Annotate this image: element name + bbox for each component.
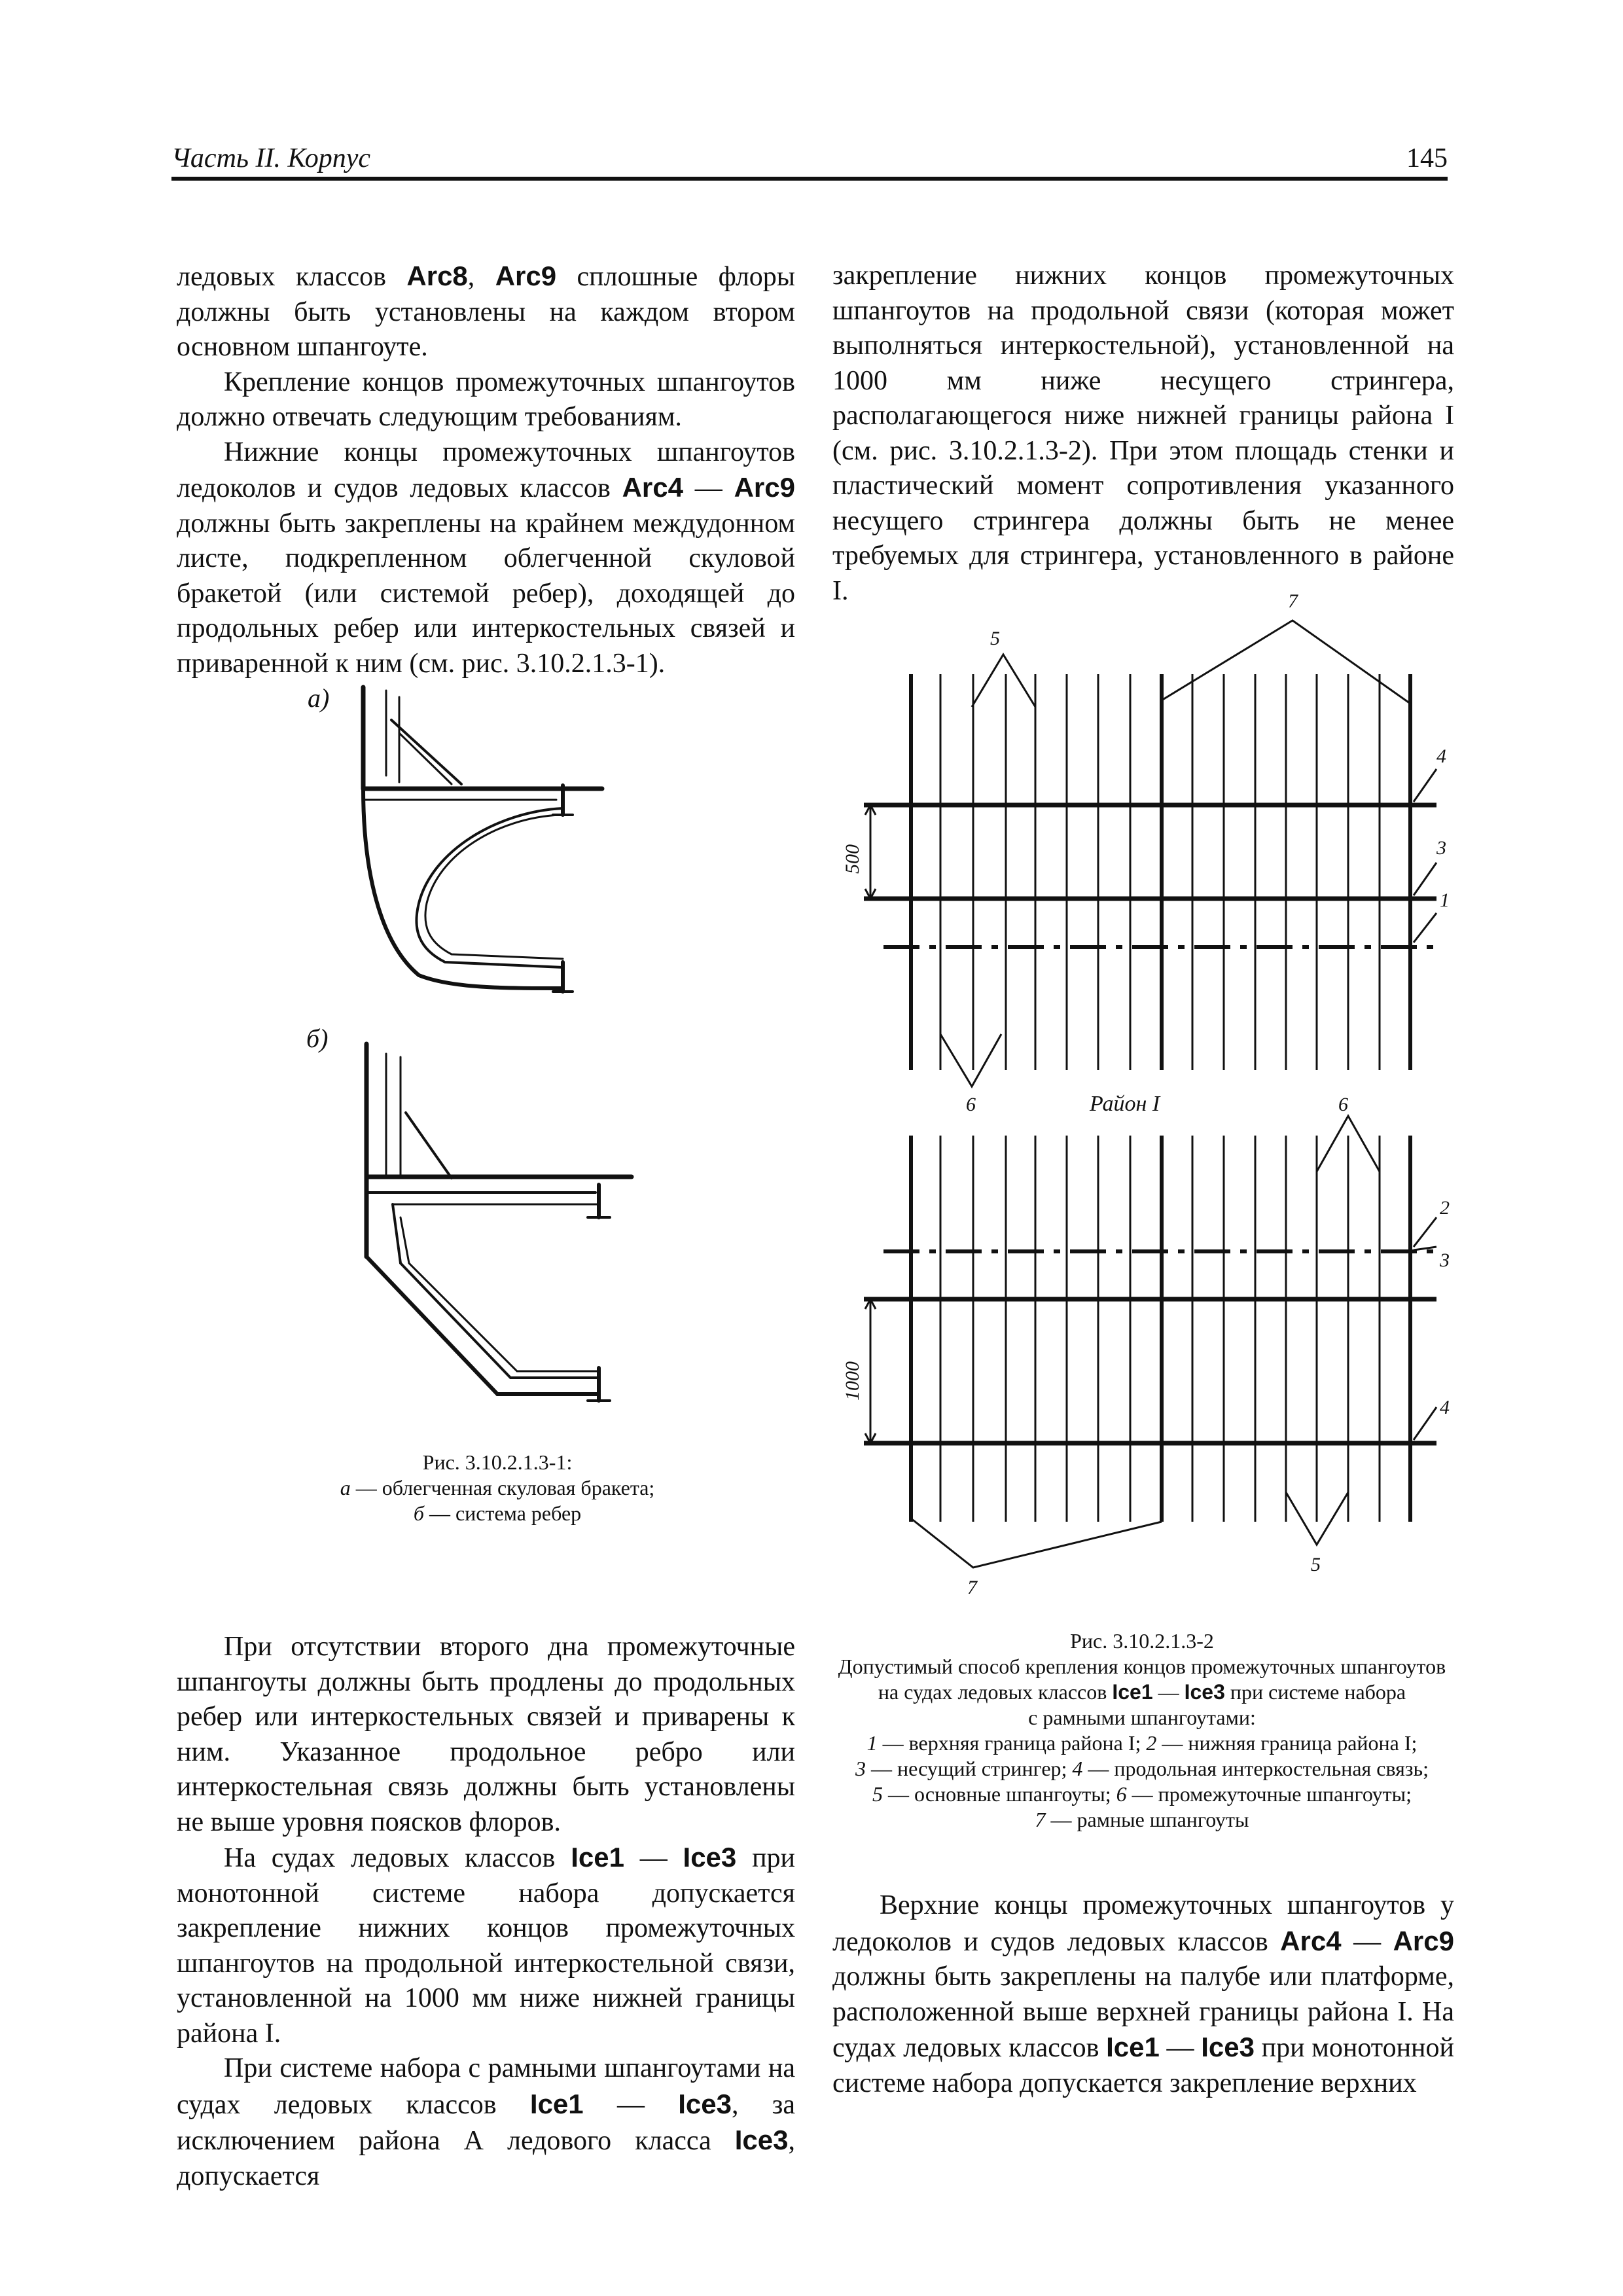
fig2-dim-500: 500 <box>842 844 863 874</box>
fig2-num-6-right: 6 <box>1338 1094 1348 1115</box>
figure-2-caption-title: Рис. 3.10.2.1.3-2 <box>1070 1629 1214 1653</box>
figure-2-caption-line: с рамными шпангоутами: <box>1028 1706 1256 1729</box>
fig2-num-4-top: 4 <box>1436 745 1446 767</box>
fig2-region-label: Район I <box>1090 1092 1160 1116</box>
fig2-num-7-top: 7 <box>1288 590 1298 612</box>
figure-1-caption-b: б — система ребер <box>413 1501 582 1525</box>
running-header-title: Часть II. Корпус <box>171 143 371 173</box>
figure-2-caption-line: 1 — верхняя граница района I; 2 — нижняя граница района I; <box>866 1731 1418 1755</box>
fig2-num-3-top: 3 <box>1436 837 1446 859</box>
paragraph: Крепление концов промежуточных шпангоутов должно отвечать следующим требованиям. <box>177 367 795 432</box>
paragraph: закрепление нижних концов промежуточных шпангоутов на продольной связи (которая может выполняться интеркостельной), установленной на 1000 мм ниже несущего стрингера, располагающегося ниже нижней границы района I (см. рис. 3.10.2.1.3-2). При этом площадь стенки и пластический момент сопротивления указанного несущего стрингера должны быть не менее требуемых для стрингера, установленного в районе I. <box>832 260 1454 606</box>
figure-2-caption <box>825 1628 1459 1833</box>
fig2-num-5-top: 5 <box>990 628 1000 649</box>
figure-2-upper-grid <box>864 620 1436 1086</box>
paragraph: При системе набора с рамными шпангоутами на судах ледовых классов Ice1 — Ice3, за исключением района А ледового класса Ice3, допускается <box>177 2053 796 2191</box>
figure-1b-drawing <box>366 1044 632 1401</box>
fig2-num-2: 2 <box>1440 1197 1450 1219</box>
paragraph: На судах ледовых классов Ice1 — Ice3 при монотонной системе набора допускается закрепление нижних концов промежуточных шпангоутов на продольной интеркостельной связи, установленной на 1000 мм ниже нижней границы района I. <box>177 1842 796 2049</box>
paragraph: При отсутствии второго дна промежуточные шпангоуты должны быть продлены до продольных ребер или интеркостельных связей и приварены к ним. Указанное продольное ребро или интеркостельная связь должны быть установлены не выше уровня поясков флоров. <box>177 1632 795 1837</box>
fig1-label-a: а) <box>308 683 330 713</box>
figure-2-caption-line: 3 — несущий стрингер; 4 — продольная интеркостельная связь; <box>855 1757 1429 1780</box>
figure-2-lower-grid <box>864 1116 1436 1568</box>
right-column-bottom <box>832 1888 1454 2101</box>
paragraph: ледовых классов Arc8, Arc9 сплошные флоры должны быть установлены на каждом втором основном шпангоуте. <box>177 260 796 362</box>
paragraph: Верхние концы промежуточных шпангоутов у ледоколов и судов ледовых классов Arc4 — Arc9 должны быть закреплены на палубе или платформе, расположенной выше верхней границы района I. На судах ледовых классов Ice1 — Ice3 при монотонной системе набора допускается закрепление верхних <box>832 1890 1455 2098</box>
figure-1-caption <box>268 1450 726 1526</box>
figure-2-caption-line: 5 — основные шпангоуты; 6 — промежуточные шпангоуты; <box>872 1782 1412 1806</box>
figure-1-caption-a: а — облегченная скуловая бракета; <box>340 1476 655 1499</box>
paragraph: Нижние концы промежуточных шпангоутов ледоколов и судов ледовых классов Arc4 — Arc9 должны быть закреплены на крайнем междудонном листе, подкрепленном облегченной скуловой бракетой (или системой ребер), доходящей до продольных ребер или интеркостельных связей и приваренной к ним (см. рис. 3.10.2.1.3-1). <box>177 437 795 679</box>
fig2-num-4-bottom: 4 <box>1440 1397 1450 1418</box>
left-column-bottom <box>177 1630 795 2194</box>
fig2-num-1: 1 <box>1440 889 1450 911</box>
page-number: 145 <box>1406 143 1448 173</box>
fig2-num-6-left: 6 <box>966 1094 976 1115</box>
figure-1a-drawing <box>363 687 602 992</box>
fig2-dim-1000: 1000 <box>842 1361 863 1401</box>
fig2-num-7-bottom: 7 <box>967 1577 977 1598</box>
fig2-num-5-bottom: 5 <box>1311 1554 1321 1575</box>
figure-1-caption-title: Рис. 3.10.2.1.3-1: <box>422 1450 573 1474</box>
fig1-label-b: б) <box>306 1024 329 1053</box>
figure-2-caption-line: 7 — рамные шпангоуты <box>1035 1808 1249 1831</box>
figure-2-caption-line: Допустимый способ крепления концов промежуточных шпангоутов <box>838 1655 1446 1678</box>
fig2-num-3-bottom: 3 <box>1440 1249 1450 1271</box>
figure-2-caption-line: на судах ледовых классов Ice1 — Ice3 при системе набора <box>878 1680 1406 1704</box>
